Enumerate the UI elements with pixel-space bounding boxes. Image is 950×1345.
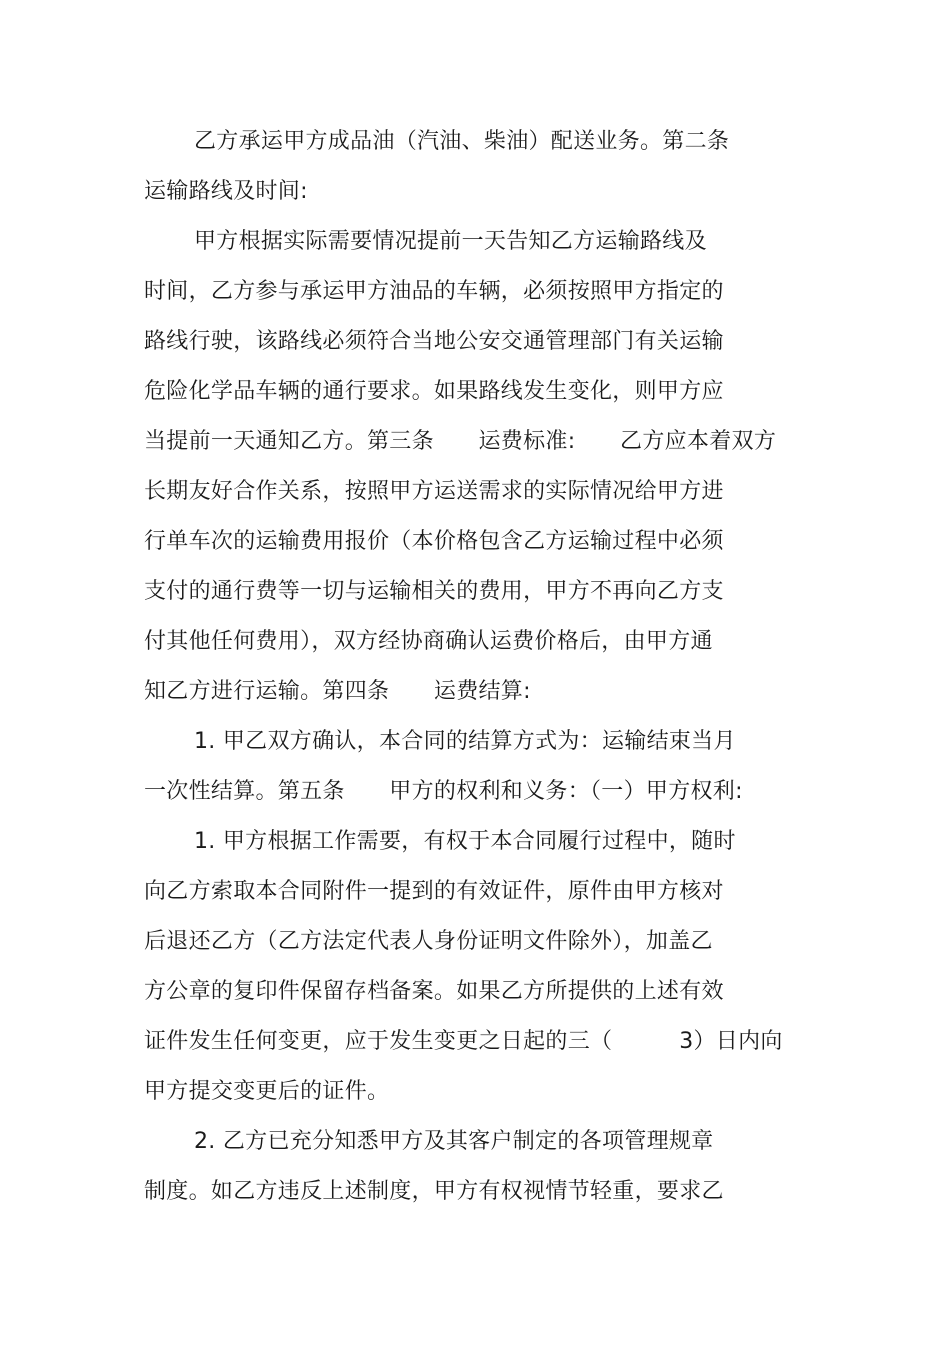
text-line: 乙方承运甲方成品油（汽油、柴油）配送业务。第二条	[194, 129, 730, 154]
text-line: 向乙方索取本合同附件一提到的有效证件，原件由甲方核对	[144, 879, 724, 904]
text-line: 方公章的复印件保留存档备案。如果乙方所提供的上述有效	[144, 979, 724, 1004]
text-line: 制度。如乙方违反上述制度，甲方有权视情节轻重，要求乙	[144, 1179, 724, 1204]
text-line: 行单车次的运输费用报价（本价格包含乙方运输过程中必须	[144, 529, 724, 554]
text-line: 知乙方进行运输。第四条 运费结算:	[144, 679, 531, 704]
text-line: 当提前一天通知乙方。第三条 运费标准: 乙方应本着双方	[144, 429, 777, 454]
text-line: 运输路线及时间:	[144, 179, 308, 204]
text-line: 路线行驶，该路线必须符合当地公安交通管理部门有关运输	[144, 329, 724, 354]
text-line: 后退还乙方（乙方法定代表人身份证明文件除外），加盖乙	[144, 929, 713, 954]
text-line: 一次性结算。第五条 甲方的权利和义务：（一）甲方权利:	[144, 779, 743, 804]
text-line: 1. 甲乙双方确认，本合同的结算方式为：运输结束当月	[194, 729, 736, 754]
text-line: 危险化学品车辆的通行要求。如果路线发生变化，则甲方应	[144, 379, 724, 404]
text-line: 1. 甲方根据工作需要，有权于本合同履行过程中，随时	[194, 829, 736, 854]
text-line: 长期友好合作关系，按照甲方运送需求的实际情况给甲方进	[144, 479, 724, 504]
text-line: 证件发生任何变更，应于发生变更之日起的三（ 3）日内向	[144, 1029, 783, 1054]
text-line: 支付的通行费等一切与运输相关的费用，甲方不再向乙方支	[144, 579, 724, 604]
text-line: 甲方提交变更后的证件。	[144, 1079, 390, 1104]
text-line: 付其他任何费用），双方经协商确认运费价格后，由甲方通	[144, 629, 713, 654]
text-line: 时间，乙方参与承运甲方油品的车辆，必须按照甲方指定的	[144, 279, 724, 304]
text-line: 甲方根据实际需要情况提前一天告知乙方运输路线及	[194, 229, 707, 254]
text-line: 2. 乙方已充分知悉甲方及其客户制定的各项管理规章	[194, 1129, 714, 1154]
